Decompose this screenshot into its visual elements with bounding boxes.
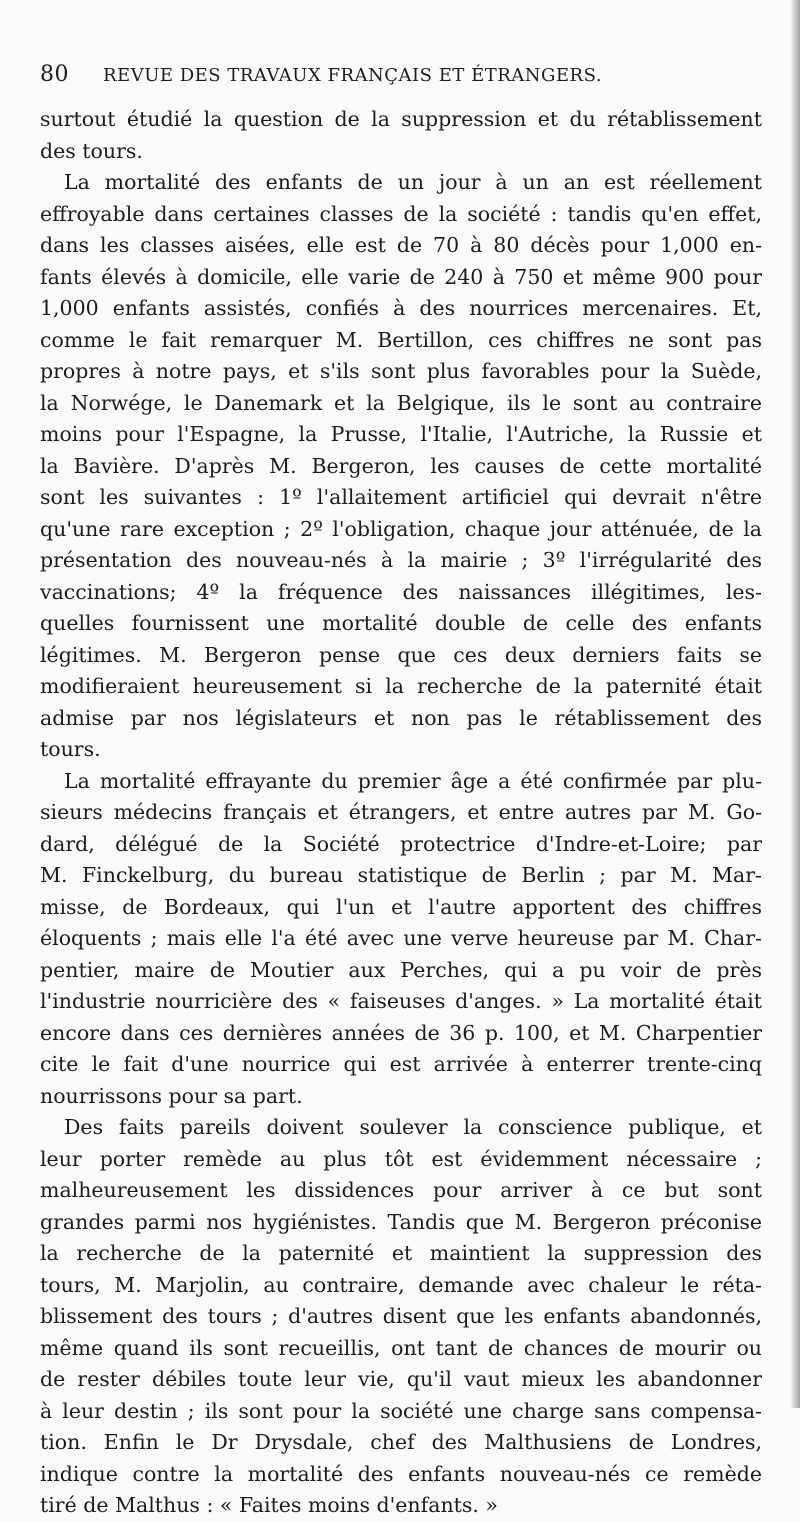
- text-line: tion. Enfin le Dr Drysdale, chef des Malthusiens de Londres,: [40, 1430, 762, 1454]
- text-line: qu'une rare exception ; 2º l'obligation, chaque jour atténuée, de la: [40, 516, 762, 541]
- text-line: tiré de Malthus : « Faites moins d'enfants. »: [40, 1493, 498, 1517]
- text-line: blissement des tours ; d'autres disent que les enfants abandonnés,: [40, 1304, 762, 1328]
- text-line: surtout étudié la question de la suppression et du rétablissement: [40, 107, 762, 131]
- text-line: l'industrie nourricière des « faiseuses d'anges. » La mortalité était: [40, 989, 762, 1013]
- text-line: la Norwége, le Danemark et la Belgique, ils le sont au contraire: [40, 390, 762, 415]
- text-line: la Bavière. D'après M. Bergeron, les causes de cette mortalité: [40, 453, 762, 478]
- text-line: dard, délégué de la Société protectrice d'Indre-et-Loire; par: [40, 831, 762, 856]
- text-line: modifieraient heureusement si la recherche de la paternité était: [40, 674, 762, 698]
- text-line: M. Finckelburg, du bureau statistique de Berlin ; par M. Mar-: [40, 863, 762, 887]
- text-line: malheureusement les dissidences pour arriver à ce but sont: [40, 1178, 762, 1202]
- page-number: 80: [40, 62, 69, 87]
- text-line: propres à notre pays, et s'ils sont plus favorables pour la Suède,: [40, 359, 762, 383]
- text-line: grandes parmi nos hygiénistes. Tandis que M. Bergeron préconise: [40, 1209, 762, 1234]
- text-line: la recherche de la paternité et maintient la suppression des: [40, 1241, 762, 1265]
- text-line: misse, de Bordeaux, qui l'un et l'autre apportent des chiffres: [40, 894, 762, 919]
- text-line: sont les suivantes : 1º l'allaitement artificiel qui devrait n'être: [40, 485, 762, 509]
- text-line: dans les classes aisées, elle est de 70 à 80 décès pour 1,000 en-: [40, 233, 762, 257]
- text-line: indique contre la mortalité des enfants nouveau-nés ce remède: [40, 1461, 762, 1486]
- text-line: La mortalité effrayante du premier âge a été confirmée par plu-: [64, 768, 762, 793]
- text-line: quelles fournissent une mortalité double de celle des enfants: [40, 611, 762, 635]
- text-line: admise par nos législateurs et non pas le rétablissement des: [40, 705, 762, 730]
- text-line: Des faits pareils doivent soulever la conscience publique, et: [64, 1115, 762, 1139]
- text-line: cite le fait d'une nourrice qui est arrivée à enterrer trente-cinq: [40, 1052, 762, 1076]
- text-line: tours, M. Marjolin, au contraire, demande avec chaleur le réta-: [40, 1272, 762, 1297]
- text-line: à leur destin ; ils sont pour la société une charge sans compensa-: [40, 1398, 762, 1423]
- text-line: pentier, maire de Moutier aux Perches, qui a pu voir de près: [40, 957, 762, 982]
- text-line: des tours.: [40, 138, 143, 163]
- text-line: comme le fait remarquer M. Bertillon, ces chiffres ne sont pas: [40, 327, 762, 352]
- body-text: [40, 104, 762, 1522]
- text-line: La mortalité des enfants de un jour à un an est réellement: [64, 170, 762, 194]
- running-title: REVUE DES TRAVAUX FRANÇAIS ET ÉTRANGERS.: [103, 65, 603, 86]
- text-line: moins pour l'Espagne, la Prusse, l'Italie, l'Autriche, la Russie et: [40, 422, 762, 446]
- text-line: même quand ils sont recueillis, ont tant de chances de mourir ou: [40, 1335, 762, 1360]
- text-line: sieurs médecins français et étrangers, et entre autres par M. Go-: [40, 800, 762, 824]
- text-line: tours.: [40, 737, 101, 761]
- text-line: de rester débiles toute leur vie, qu'il vaut mieux les abandonner: [40, 1367, 762, 1391]
- text-line: nourrissons pour sa part.: [40, 1083, 303, 1108]
- text-line: fants élevés à domicile, elle varie de 240 à 750 et même 900 pour: [40, 264, 762, 289]
- book-page: [40, 62, 762, 1522]
- text-line: leur porter remède au plus tôt est évidemment nécessaire ;: [40, 1146, 762, 1171]
- running-header: [40, 62, 762, 102]
- text-line: vaccinations; 4º la fréquence des naissances illégitimes, les-: [40, 579, 762, 604]
- text-line: 1,000 enfants assistés, confiés à des nourrices mercenaires. Et,: [40, 296, 762, 320]
- text-line: effroyable dans certaines classes de la société : tandis qu'en effet,: [40, 201, 762, 226]
- text-line: éloquents ; mais elle l'a été avec une verve heureuse par M. Char-: [40, 926, 762, 950]
- text-line: légitimes. M. Bergeron pense que ces deux derniers faits se: [40, 642, 762, 667]
- page-edge-shadow: [790, 0, 800, 1408]
- text-line: encore dans ces dernières années de 36 p. 100, et M. Charpentier: [40, 1020, 762, 1045]
- text-line: présentation des nouveau-nés à la mairie ; 3º l'irrégularité des: [40, 548, 762, 572]
